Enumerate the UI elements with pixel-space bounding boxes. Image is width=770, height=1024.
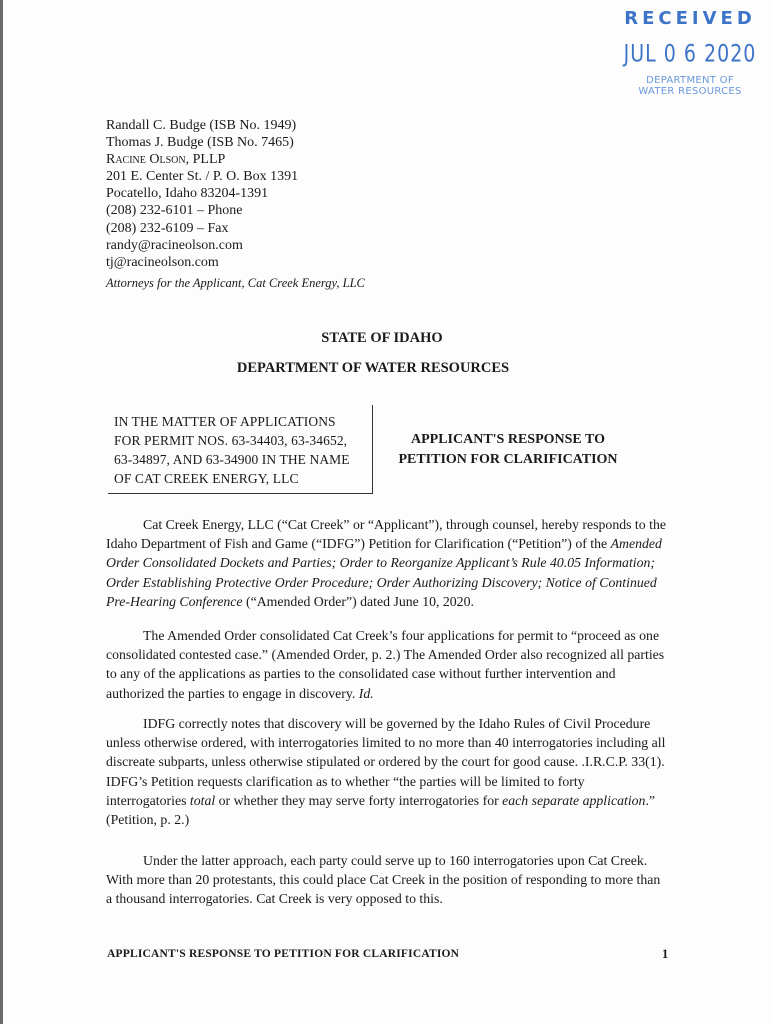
- attorney-block: [106, 117, 298, 271]
- attorney-email: randy@racineolson.com: [106, 237, 243, 253]
- paragraph-text: Under the latter approach, each party could serve up to 160 interrogatories upon Cat Creek. With more than 20 protestants, this could place Cat Creek in the position of responding to more than a thousand interrogatories. Cat Creek is very opposed to this.: [106, 853, 661, 907]
- order-title-italic: Amended Order Consolidated Dockets and Parties; Order to Reorganize Applicant’s Rule 40.05 Information; Order Establishing Protective Order Procedure; Order Authorizing Discovery; Notice of Continued Pre-Hearing Conference: [106, 536, 662, 609]
- title-line: APPLICANT'S RESPONSE TO: [411, 432, 605, 447]
- page-number: 1: [662, 947, 669, 961]
- attorney-line: Thomas J. Budge (ISB No. 7465): [106, 135, 294, 151]
- caption-divider-vertical: [372, 405, 373, 493]
- page-edge-shadow: [0, 0, 3, 1024]
- attorney-firm: Racine Olson, PLLP: [106, 152, 226, 168]
- stamp-department-line2: WATER RESOURCES: [638, 86, 742, 97]
- title-line: PETITION FOR CLARIFICATION: [398, 452, 618, 467]
- document-title: [383, 430, 633, 470]
- paragraph-text: Cat Creek Energy, LLC (“Cat Creek” or “Applicant”), through counsel, hereby responds to the Idaho Department of Fish and Game (“IDFG”) Petition for Clarification (“Petition”) of the: [106, 517, 666, 552]
- matter-line: FOR PERMIT NOS. 63-34403, 63-34652,: [114, 433, 348, 448]
- paragraph-text: (“Amended Order”) dated June 10, 2020.: [242, 593, 474, 609]
- attorney-city: Pocatello, Idaho 83204-1391: [106, 186, 269, 202]
- attorney-phone: (208) 232-6101 – Phone: [106, 203, 243, 219]
- attorneys-for-line: Attorneys for the Applicant, Cat Creek Energy, LLC: [106, 276, 365, 290]
- paragraph-2: [106, 626, 666, 703]
- received-stamp: [620, 8, 760, 97]
- department-heading: DEPARTMENT OF WATER RESOURCES: [236, 360, 510, 376]
- paragraph-text: IDFG correctly notes that discovery will be governed by the Idaho Rules of Civil Procedure unless otherwise ordered, with interrogatories limited to no more than 40 interrogatories including all discreate subparts, unless otherwise stipulated or ordered by the court for good cause. .I.R.C.P. 33(1). IDFG’s Petition requests clarification as to whether “the parties will be limited to forty interrogatories: [106, 716, 666, 808]
- stamp-department-line1: DEPARTMENT OF: [646, 75, 734, 86]
- paragraph-3: [106, 714, 666, 829]
- paragraph-text: or whether they may serve forty interrogatories for: [215, 792, 503, 808]
- stamp-received-text: RECEIVED: [624, 8, 756, 29]
- matter-line: 63-34897, AND 63-34900 IN THE NAME: [114, 452, 350, 467]
- footer-title: APPLICANT'S RESPONSE TO PETITION FOR CLARIFICATION: [107, 948, 460, 960]
- citation-italic: Id.: [358, 685, 374, 701]
- emphasis-italic: total: [189, 792, 216, 808]
- matter-line: OF CAT CREEK ENERGY, LLC: [114, 471, 299, 486]
- attorney-fax: (208) 232-6109 – Fax: [106, 220, 229, 236]
- emphasis-italic: each separate application: [502, 792, 646, 808]
- paragraph-text: The Amended Order consolidated Cat Creek’s four applications for permit to “proceed as one consolidated contested case.” (Amended Order, p. 2.) The Amended Order also recognized all parties to any of the applications as parties to the consolidated case without further intervention and authorized the parties to engage in discovery.: [106, 628, 665, 701]
- matter-caption: [114, 412, 372, 488]
- stamp-date: JUL 0 6 2020: [623, 40, 757, 68]
- attorney-email: tj@racineolson.com: [106, 254, 219, 270]
- attorney-line: Randall C. Budge (ISB No. 1949): [106, 118, 297, 133]
- paragraph-text: .” (Petition, p. 2.): [106, 792, 656, 828]
- state-heading: STATE OF IDAHO: [321, 330, 443, 346]
- matter-line: IN THE MATTER OF APPLICATIONS: [114, 414, 336, 429]
- paragraph-1: [106, 515, 666, 611]
- paragraph-4: [106, 851, 666, 909]
- caption-divider-horizontal: [108, 493, 373, 494]
- attorney-address: 201 E. Center St. / P. O. Box 1391: [106, 169, 299, 185]
